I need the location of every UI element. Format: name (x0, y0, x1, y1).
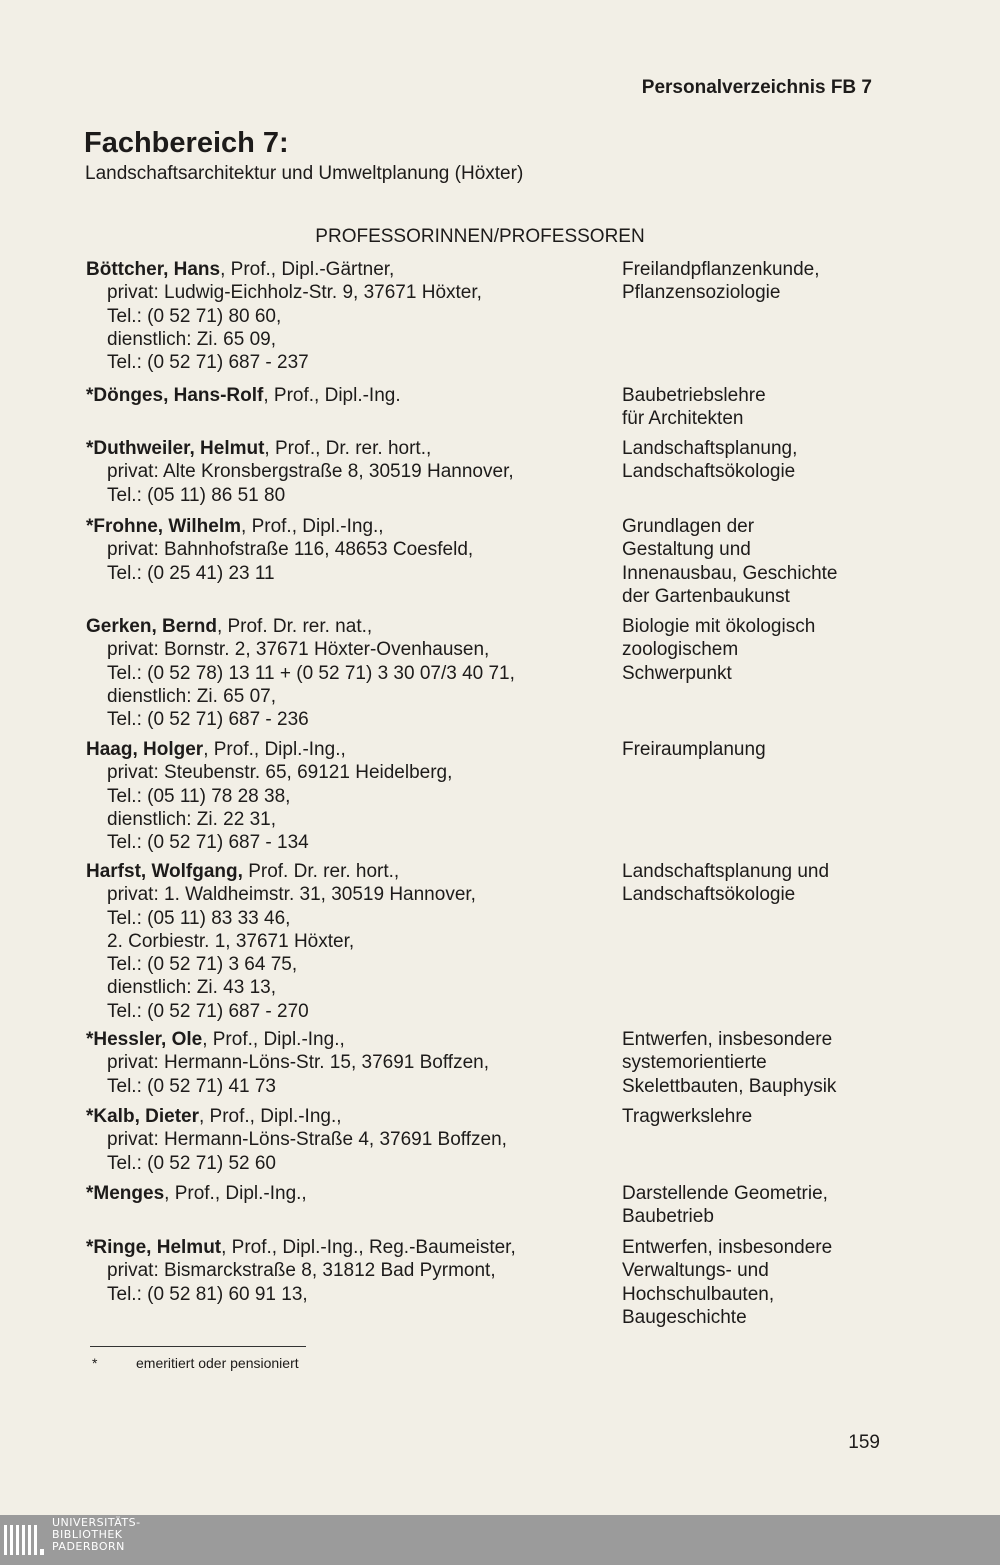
staff-name-line (86, 515, 606, 538)
staff-subjects (622, 1236, 886, 1329)
staff-contact-line: Tel.: (0 52 71) 52 60 (107, 1152, 276, 1174)
staff-details (86, 1028, 606, 1098)
logo-line-2: BIBLIOTHEK (52, 1528, 123, 1541)
staff-contact-line: Tel.: (0 52 71) 687 - 134 (107, 832, 309, 854)
staff-contact-line: privat: Alte Kronsbergstraße 8, 30519 Hannover, (107, 461, 514, 483)
staff-name-line (86, 860, 606, 883)
subject-line: Hochschulbauten, (622, 1283, 775, 1305)
subject-line: Biologie mit ökologisch (622, 616, 816, 637)
staff-subjects (622, 615, 886, 685)
staff-contact-line: privat: Ludwig-Eichholz-Str. 9, 37671 Höxter, (107, 282, 482, 304)
subject-line: der Gartenbaukunst (622, 585, 790, 607)
staff-contact-line: Tel.: (0 25 41) 23 11 (107, 562, 275, 584)
staff-contact-line: privat: Hermann-Löns-Straße 4, 37691 Boffzen, (107, 1129, 507, 1151)
staff-subjects (622, 258, 886, 305)
staff-title: , Prof., Dipl.-Ing., Reg.-Baumeister, (221, 1237, 516, 1258)
subject-line: Freiraumplanung (622, 739, 766, 760)
staff-name: Gerken, Bernd (86, 616, 217, 637)
staff-name: *Frohne, Wilhelm (86, 516, 242, 537)
staff-contact-line: Tel.: (05 11) 86 51 80 (107, 484, 286, 506)
staff-contact-line: Tel.: (0 52 71) 687 - 237 (107, 352, 309, 374)
staff-subjects (622, 437, 886, 484)
staff-name-line (86, 615, 606, 638)
subject-line: Landschaftsökologie (622, 461, 796, 483)
library-logo-icon (4, 1521, 44, 1559)
staff-name: Böttcher, Hans (86, 259, 221, 280)
staff-name: Haag, Holger (86, 739, 204, 760)
subject-line: Gestaltung und (622, 539, 751, 561)
subject-line: Skelettbauten, Bauphysik (622, 1075, 837, 1097)
page-number: 159 (848, 1432, 880, 1453)
staff-title: , Prof., Dipl.-Ing., (203, 739, 346, 760)
subject-line: zoologischem (622, 639, 739, 661)
staff-details (86, 384, 606, 407)
subject-line: Pflanzensoziologie (622, 282, 781, 304)
staff-name: *Ringe, Helmut (86, 1237, 222, 1258)
staff-name: *Menges (86, 1183, 165, 1204)
staff-contact-line: Tel.: (0 52 71) 687 - 236 (107, 709, 309, 731)
staff-title: , Prof., Dipl.-Gärtner, (220, 259, 395, 280)
staff-details (86, 1182, 606, 1205)
staff-subjects (622, 1028, 886, 1098)
footnote-text: emeritiert oder pensioniert (136, 1355, 299, 1371)
staff-name: *Dönges, Hans-Rolf (86, 385, 264, 406)
section-heading: PROFESSORINNEN/PROFESSOREN (315, 226, 645, 247)
subject-line: systemorientierte (622, 1052, 767, 1074)
subject-line: Verwaltungs- und (622, 1260, 769, 1282)
staff-contact-line: privat: Bismarckstraße 8, 31812 Bad Pyrmont, (107, 1260, 496, 1282)
staff-name-line (86, 437, 606, 460)
staff-contact-line: Tel.: (05 11) 83 33 46, (107, 907, 291, 929)
subject-line: Baubetrieb (622, 1206, 714, 1228)
staff-subjects (622, 738, 886, 761)
staff-title: , Prof. Dr. rer. nat., (216, 616, 373, 637)
page-title: Fachbereich 7: (84, 127, 289, 159)
footnote (92, 1355, 299, 1371)
staff-name: *Kalb, Dieter (86, 1106, 199, 1127)
page-subtitle: Landschaftsarchitektur und Umweltplanung (Höxter) (85, 163, 524, 184)
staff-details (86, 1236, 606, 1306)
staff-subjects (622, 1182, 886, 1229)
staff-contact-line: dienstlich: Zi. 43 13, (107, 977, 276, 999)
staff-details (86, 860, 606, 1023)
logo-line-1: UNIVERSITÄTS- (52, 1516, 141, 1529)
staff-name-line (86, 738, 606, 761)
staff-subjects (622, 384, 886, 431)
staff-title: , Prof., Dipl.-Ing. (263, 385, 401, 406)
subject-line: für Architekten (622, 408, 744, 430)
staff-title: , Prof., Dipl.-Ing., (164, 1183, 307, 1204)
staff-details (86, 738, 606, 854)
staff-subjects (622, 860, 886, 907)
staff-title: Prof. Dr. rer. hort., (242, 861, 400, 882)
staff-title: , Prof., Dr. rer. hort., (264, 438, 432, 459)
subject-line: Landschaftsökologie (622, 884, 796, 906)
staff-details (86, 437, 606, 507)
subject-line: Landschaftsplanung und (622, 861, 830, 882)
subject-line: Tragwerkslehre (622, 1106, 753, 1127)
subject-line: Landschaftsplanung, (622, 438, 798, 459)
staff-name-line (86, 258, 606, 281)
subject-line: Baugeschichte (622, 1306, 747, 1328)
subject-line: Schwerpunkt (622, 662, 732, 684)
footnote-marker: * (92, 1355, 98, 1371)
staff-contact-line: Tel.: (0 52 71) 41 73 (107, 1075, 276, 1097)
staff-details (86, 1105, 606, 1175)
staff-title: , Prof., Dipl.-Ing., (241, 516, 384, 537)
logo-line-3: PADERBORN (52, 1540, 125, 1553)
staff-name: Harfst, Wolfgang, (86, 861, 243, 882)
subject-line: Innenausbau, Geschichte (622, 562, 838, 584)
staff-contact-line: dienstlich: Zi. 65 09, (107, 328, 276, 350)
staff-title: , Prof., Dipl.-Ing., (198, 1106, 342, 1127)
library-logo-text (52, 1517, 141, 1553)
staff-contact-line: privat: Hermann-Löns-Str. 15, 37691 Boffzen, (107, 1052, 489, 1074)
staff-contact-line: Tel.: (0 52 81) 60 91 13, (107, 1283, 308, 1305)
staff-name-line (86, 1028, 606, 1051)
staff-name-line (86, 1105, 606, 1128)
staff-name: *Duthweiler, Helmut (86, 438, 265, 459)
staff-details (86, 515, 606, 585)
staff-name-line (86, 1236, 606, 1259)
staff-contact-line: privat: Steubenstr. 65, 69121 Heidelberg, (107, 762, 453, 784)
staff-contact-line: privat: 1. Waldheimstr. 31, 30519 Hannover, (107, 884, 476, 906)
staff-title: , Prof., Dipl.-Ing., (202, 1029, 345, 1050)
staff-contact-line: Tel.: (0 52 71) 80 60, (107, 305, 282, 327)
staff-name-line (86, 1182, 606, 1205)
staff-subjects (622, 1105, 886, 1128)
staff-contact-line: Tel.: (0 52 71) 3 64 75, (107, 954, 298, 976)
staff-contact-line: Tel.: (05 11) 78 28 38, (107, 785, 291, 807)
subject-line: Baubetriebslehre (622, 385, 766, 406)
staff-details (86, 615, 606, 731)
subject-line: Grundlagen der (622, 516, 755, 537)
staff-contact-line: privat: Bornstr. 2, 37671 Höxter-Ovenhausen, (107, 639, 490, 661)
running-head: Personalverzeichnis FB 7 (641, 77, 872, 98)
staff-contact-line: dienstlich: Zi. 65 07, (107, 685, 276, 707)
staff-contact-line: privat: Bahnhofstraße 116, 48653 Coesfeld, (107, 539, 474, 561)
subject-line: Freilandpflanzenkunde, (622, 259, 820, 280)
staff-name: *Hessler, Ole (86, 1029, 203, 1050)
subject-line: Entwerfen, insbesondere (622, 1029, 833, 1050)
subject-line: Darstellende Geometrie, (622, 1183, 828, 1204)
footnote-rule (90, 1346, 306, 1347)
staff-subjects (622, 515, 886, 608)
staff-contact-line: Tel.: (0 52 78) 13 11 + (0 52 71) 3 30 07/3 40 71, (107, 662, 515, 684)
staff-contact-line: Tel.: (0 52 71) 687 - 270 (107, 1000, 309, 1022)
staff-name-line (86, 384, 606, 407)
staff-details (86, 258, 606, 374)
staff-contact-line: dienstlich: Zi. 22 31, (107, 808, 276, 830)
staff-contact-line: 2. Corbiestr. 1, 37671 Höxter, (107, 930, 355, 952)
subject-line: Entwerfen, insbesondere (622, 1237, 833, 1258)
